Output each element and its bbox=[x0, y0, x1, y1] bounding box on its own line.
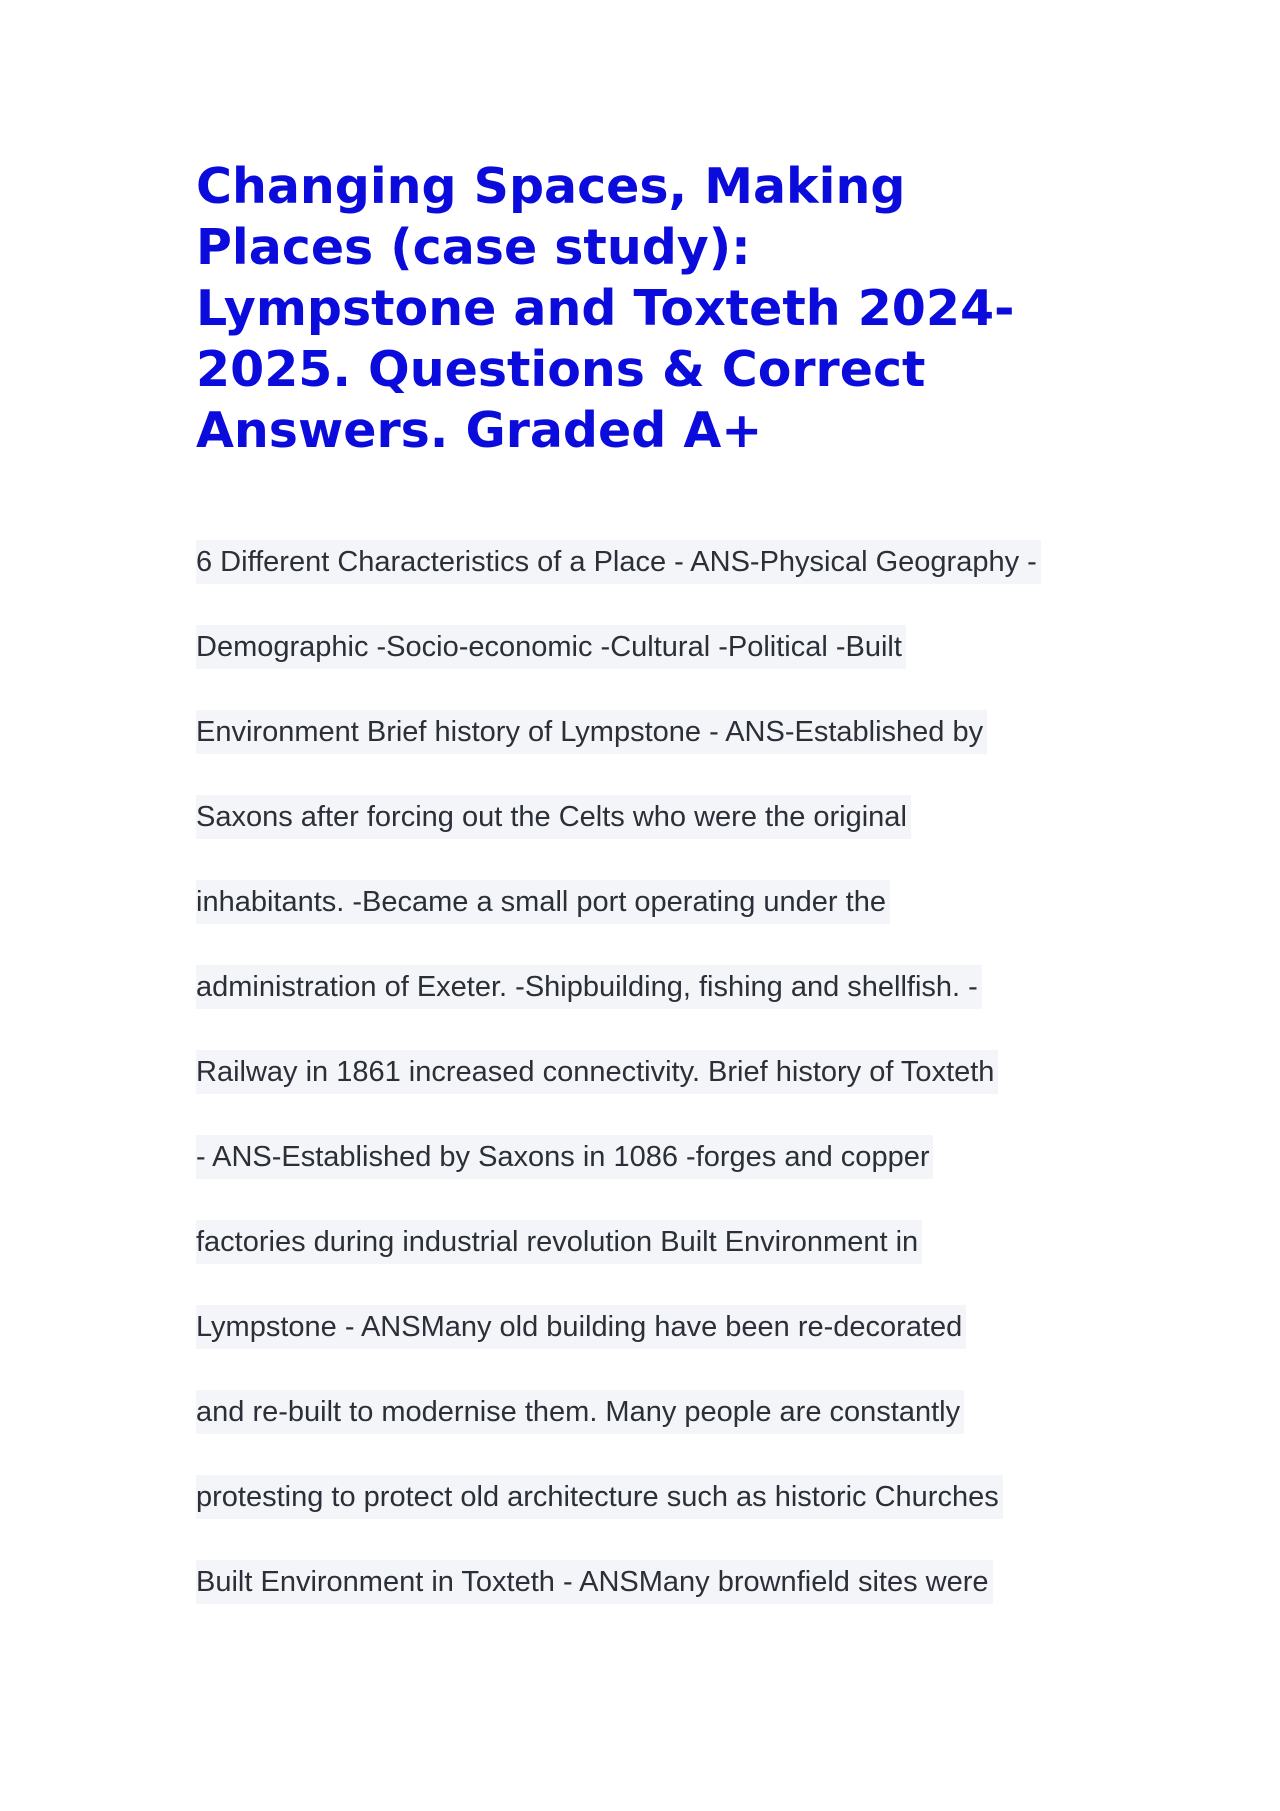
body-line: Demographic -Socio-economic -Cultural -Political -Built bbox=[196, 625, 906, 669]
title-line: 2025. Questions & Correct bbox=[196, 341, 926, 398]
body-line: - ANS-Established by Saxons in 1086 -forges and copper bbox=[196, 1135, 933, 1179]
body-line: Environment Brief history of Lympstone - ANS-Established by bbox=[196, 710, 987, 754]
body-line: factories during industrial revolution Built Environment in bbox=[196, 1220, 922, 1264]
title-line: Changing Spaces, Making bbox=[196, 158, 906, 215]
body-line: and re-built to modernise them. Many people are constantly bbox=[196, 1390, 964, 1434]
title-line: Lympstone and Toxteth 2024- bbox=[196, 280, 1015, 337]
document-title bbox=[196, 156, 1126, 461]
body-line: Railway in 1861 increased connectivity. Brief history of Toxteth bbox=[196, 1050, 998, 1094]
body-line: inhabitants. -Became a small port operating under the bbox=[196, 880, 890, 924]
title-line: Places (case study): bbox=[196, 219, 751, 276]
body-line: Lympstone - ANSMany old building have been re-decorated bbox=[196, 1305, 966, 1349]
body-line: Built Environment in Toxteth - ANSMany brownfield sites were bbox=[196, 1560, 993, 1604]
title-line: Answers. Graded A+ bbox=[196, 402, 763, 459]
body-line: Saxons after forcing out the Celts who were the original bbox=[196, 795, 911, 839]
body-line: protesting to protect old architecture such as historic Churches bbox=[196, 1475, 1003, 1519]
body-line: 6 Different Characteristics of a Place - ANS-Physical Geography - bbox=[196, 540, 1041, 584]
body-line: administration of Exeter. -Shipbuilding, fishing and shellfish. - bbox=[196, 965, 982, 1009]
